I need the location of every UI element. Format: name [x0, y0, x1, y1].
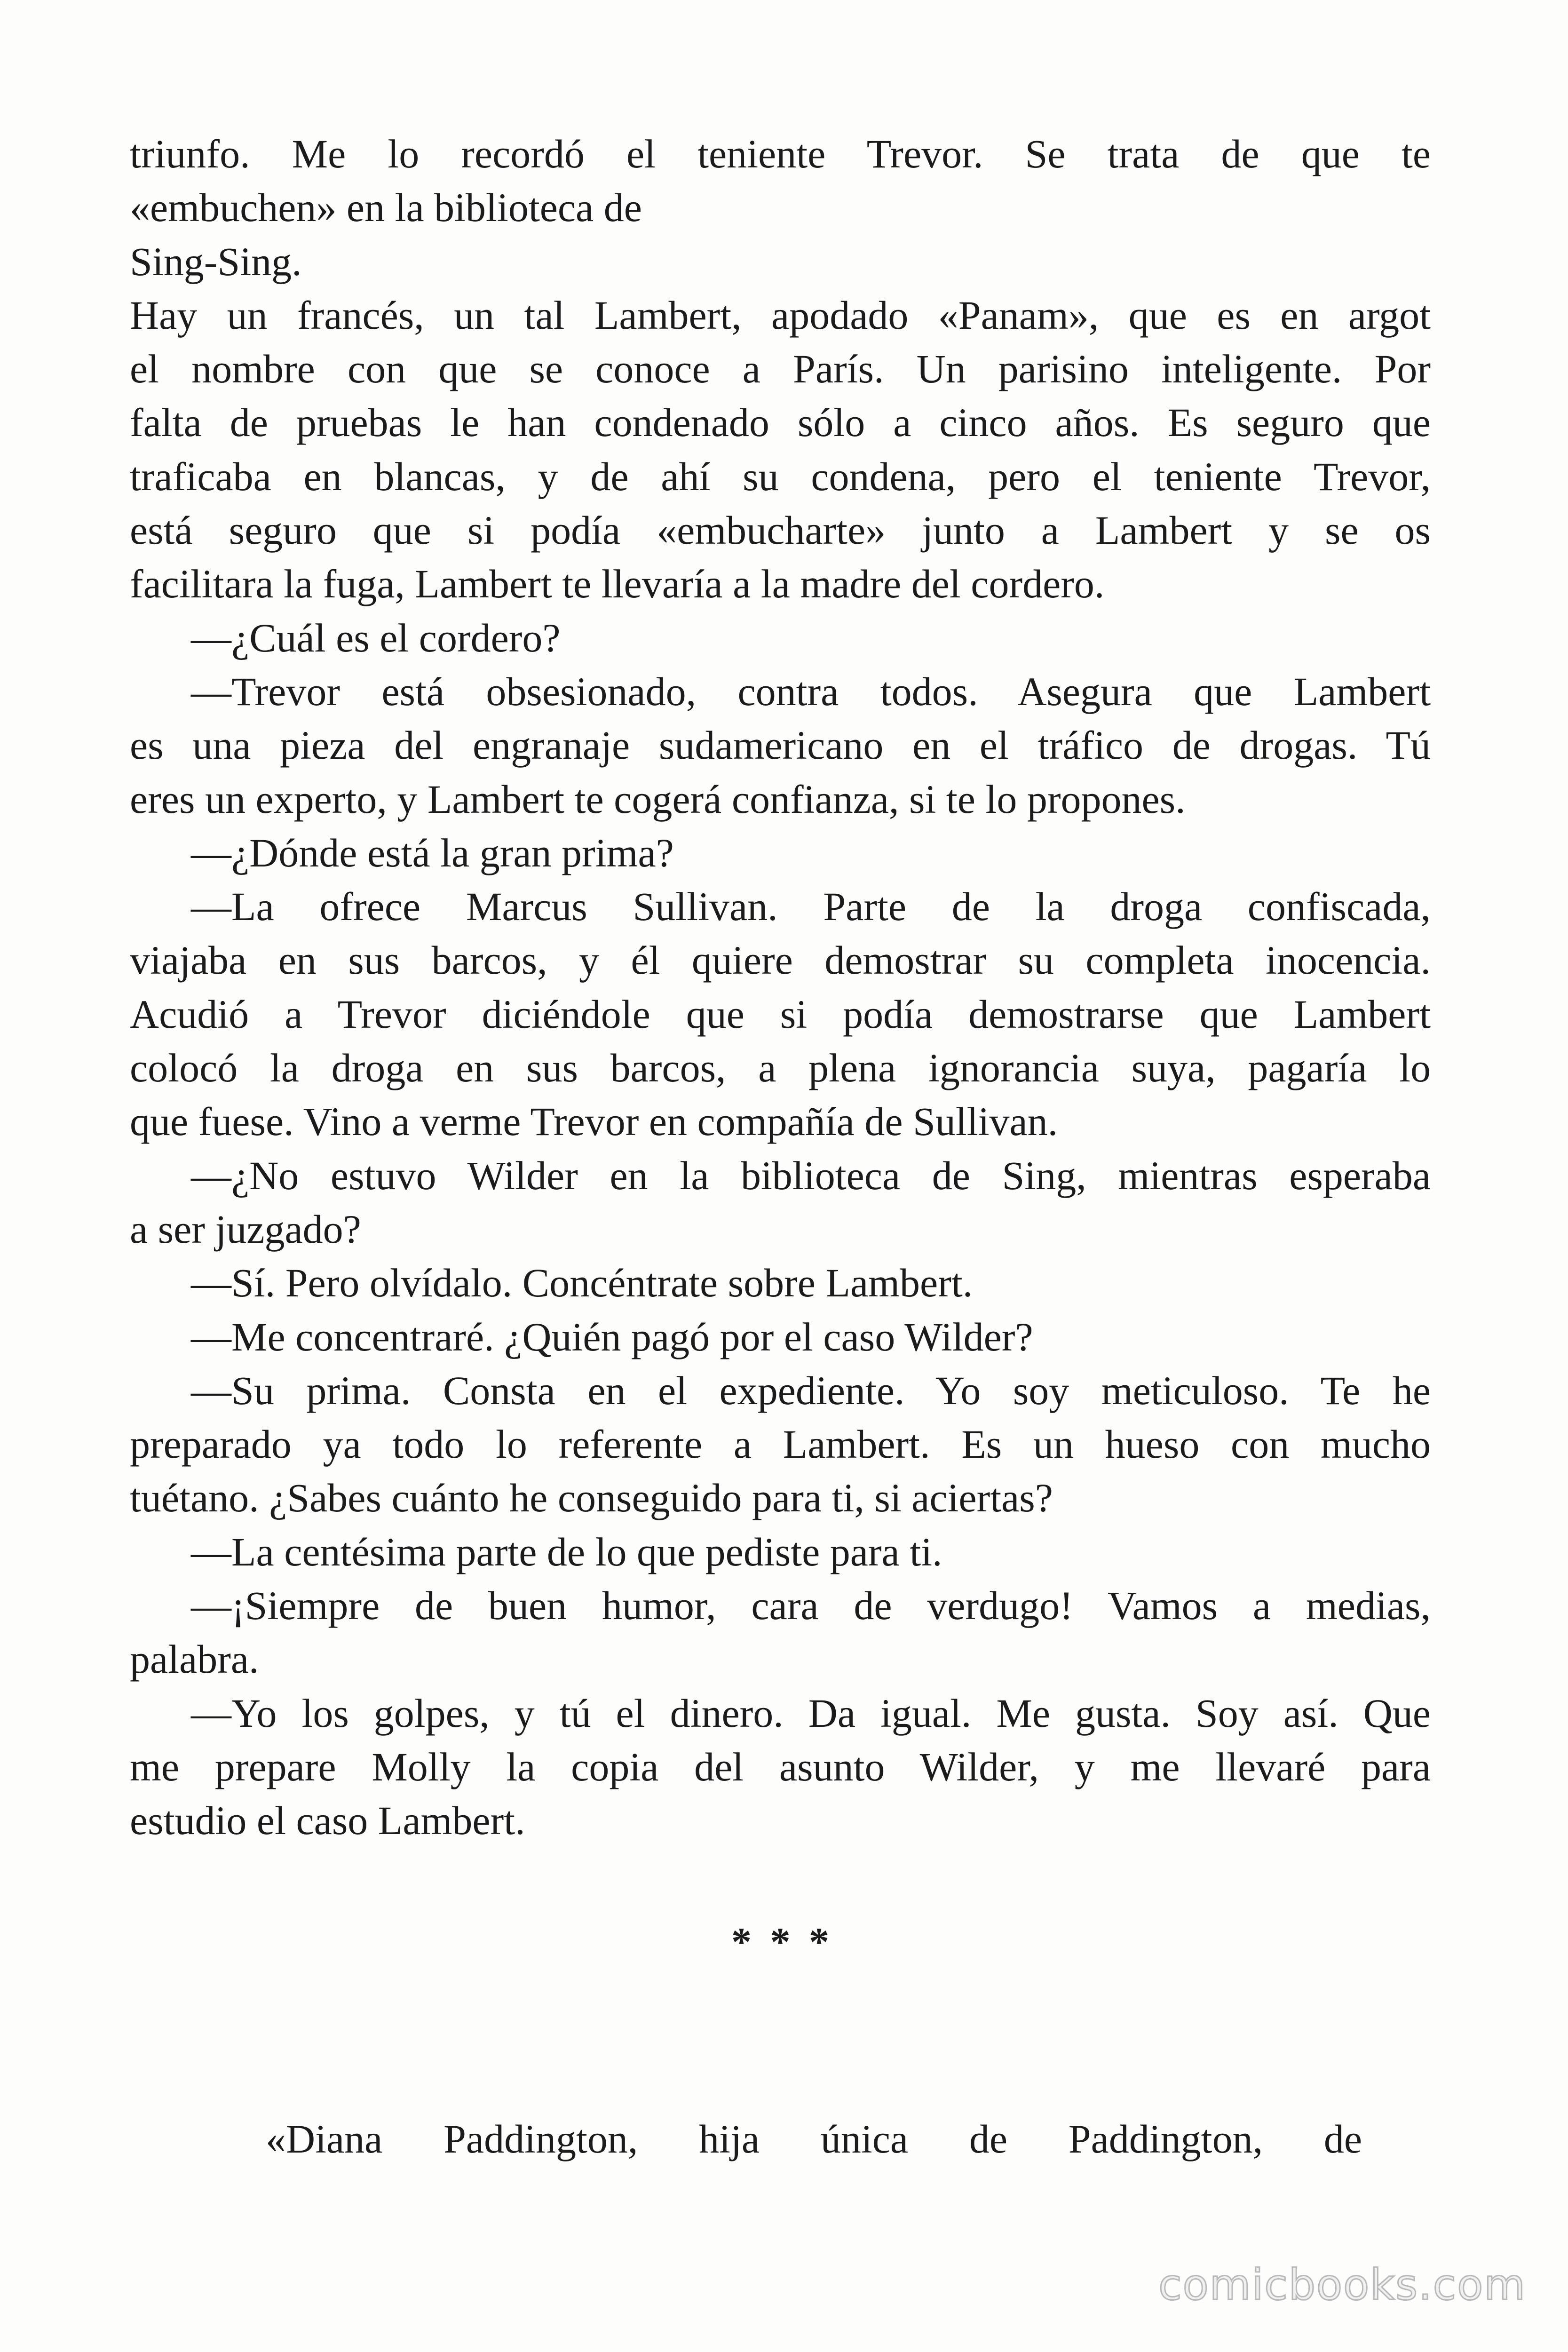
text-line: el nombre con que se conoce a París. Un parisino inteligente. Por — [130, 346, 1431, 392]
text-line: que fuese. Vino a verme Trevor en compañía de Sullivan. — [130, 1099, 1058, 1144]
dialogue-line: —¿Dónde está la gran prima? — [191, 830, 674, 875]
section-separator: * * * — [731, 1919, 829, 1964]
text-line: traficaba en blancas, y de ahí su condena, pero el teniente Trevor, — [130, 453, 1431, 499]
text-line: es una pieza del engranaje sudamericano en el tráfico de drogas. Tú — [130, 723, 1431, 768]
dialogue-line: —La ofrece Marcus Sullivan. Parte de la droga confiscada, — [191, 884, 1431, 930]
text-line: Hay un francés, un tal Lambert, apodado «Panam», que es en argot — [130, 292, 1431, 338]
text-line: me prepare Molly la copia del asunto Wilder, y me llevaré para — [130, 1744, 1431, 1789]
dialogue-line: —Sí. Pero olvídalo. Concéntrate sobre Lambert. — [191, 1260, 973, 1306]
dialogue-line: —Yo los golpes, y tú el dinero. Da igual. Me gusta. Soy así. Que — [191, 1690, 1431, 1736]
dialogue-line: —¿No estuvo Wilder en la biblioteca de Sing, mientras esperaba — [191, 1152, 1431, 1198]
text-line: colocó la droga en sus barcos, a plena ignorancia suya, pagaría lo — [130, 1045, 1431, 1091]
text-line: Acudió a Trevor diciéndole que si podía demostrarse que Lambert — [130, 991, 1431, 1037]
text-line: falta de pruebas le han condenado sólo a cinco años. Es seguro que — [130, 400, 1431, 445]
text-line: triunfo. Me lo recordó el teniente Trevor. Se trata de que te — [130, 131, 1431, 176]
dialogue-line: —¡Siempre de buen humor, cara de verdugo! Vamos a medias, — [191, 1583, 1431, 1629]
text-line: está seguro que si podía «embucharte» junto a Lambert y se os — [130, 508, 1431, 553]
text-line: eres un experto, y Lambert te cogerá confianza, si te lo propones. — [130, 776, 1186, 822]
body-text — [130, 127, 1431, 1848]
text-line: a ser juzgado? — [130, 1206, 361, 1252]
text-line: preparado ya todo lo referente a Lambert. Es un hueso con mucho — [130, 1422, 1431, 1467]
text-line: palabra. — [130, 1637, 259, 1682]
dialogue-line: —La centésima parte de lo que pediste para ti. — [191, 1529, 942, 1574]
text-line: tuétano. ¿Sabes cuánto he conseguido para ti, si aciertas? — [130, 1475, 1053, 1521]
text-line: estudio el caso Lambert. — [130, 1798, 525, 1843]
dialogue-line: —¿Cuál es el cordero? — [191, 615, 561, 660]
next-section-first-line: «Diana Paddington, hija única de Paddington, de — [266, 2116, 1362, 2161]
text-line: viajaba en sus barcos, y él quiere demostrar su completa inocencia. — [130, 938, 1431, 983]
text-line: «embuchen» en la biblioteca de — [130, 185, 642, 230]
dialogue-line: —Me concentraré. ¿Quién pagó por el caso Wilder? — [191, 1314, 1033, 1359]
text-line: facilitara la fuga, Lambert te llevaría a la madre del cordero. — [130, 561, 1105, 607]
dialogue-line: —Trevor está obsesionado, contra todos. Asegura que Lambert — [191, 668, 1431, 714]
text-line: Sing-Sing. — [130, 238, 302, 284]
watermark: comicbooks.com — [1158, 2260, 1526, 2310]
dialogue-line: —Su prima. Consta en el expediente. Yo soy meticuloso. Te he — [191, 1367, 1431, 1413]
